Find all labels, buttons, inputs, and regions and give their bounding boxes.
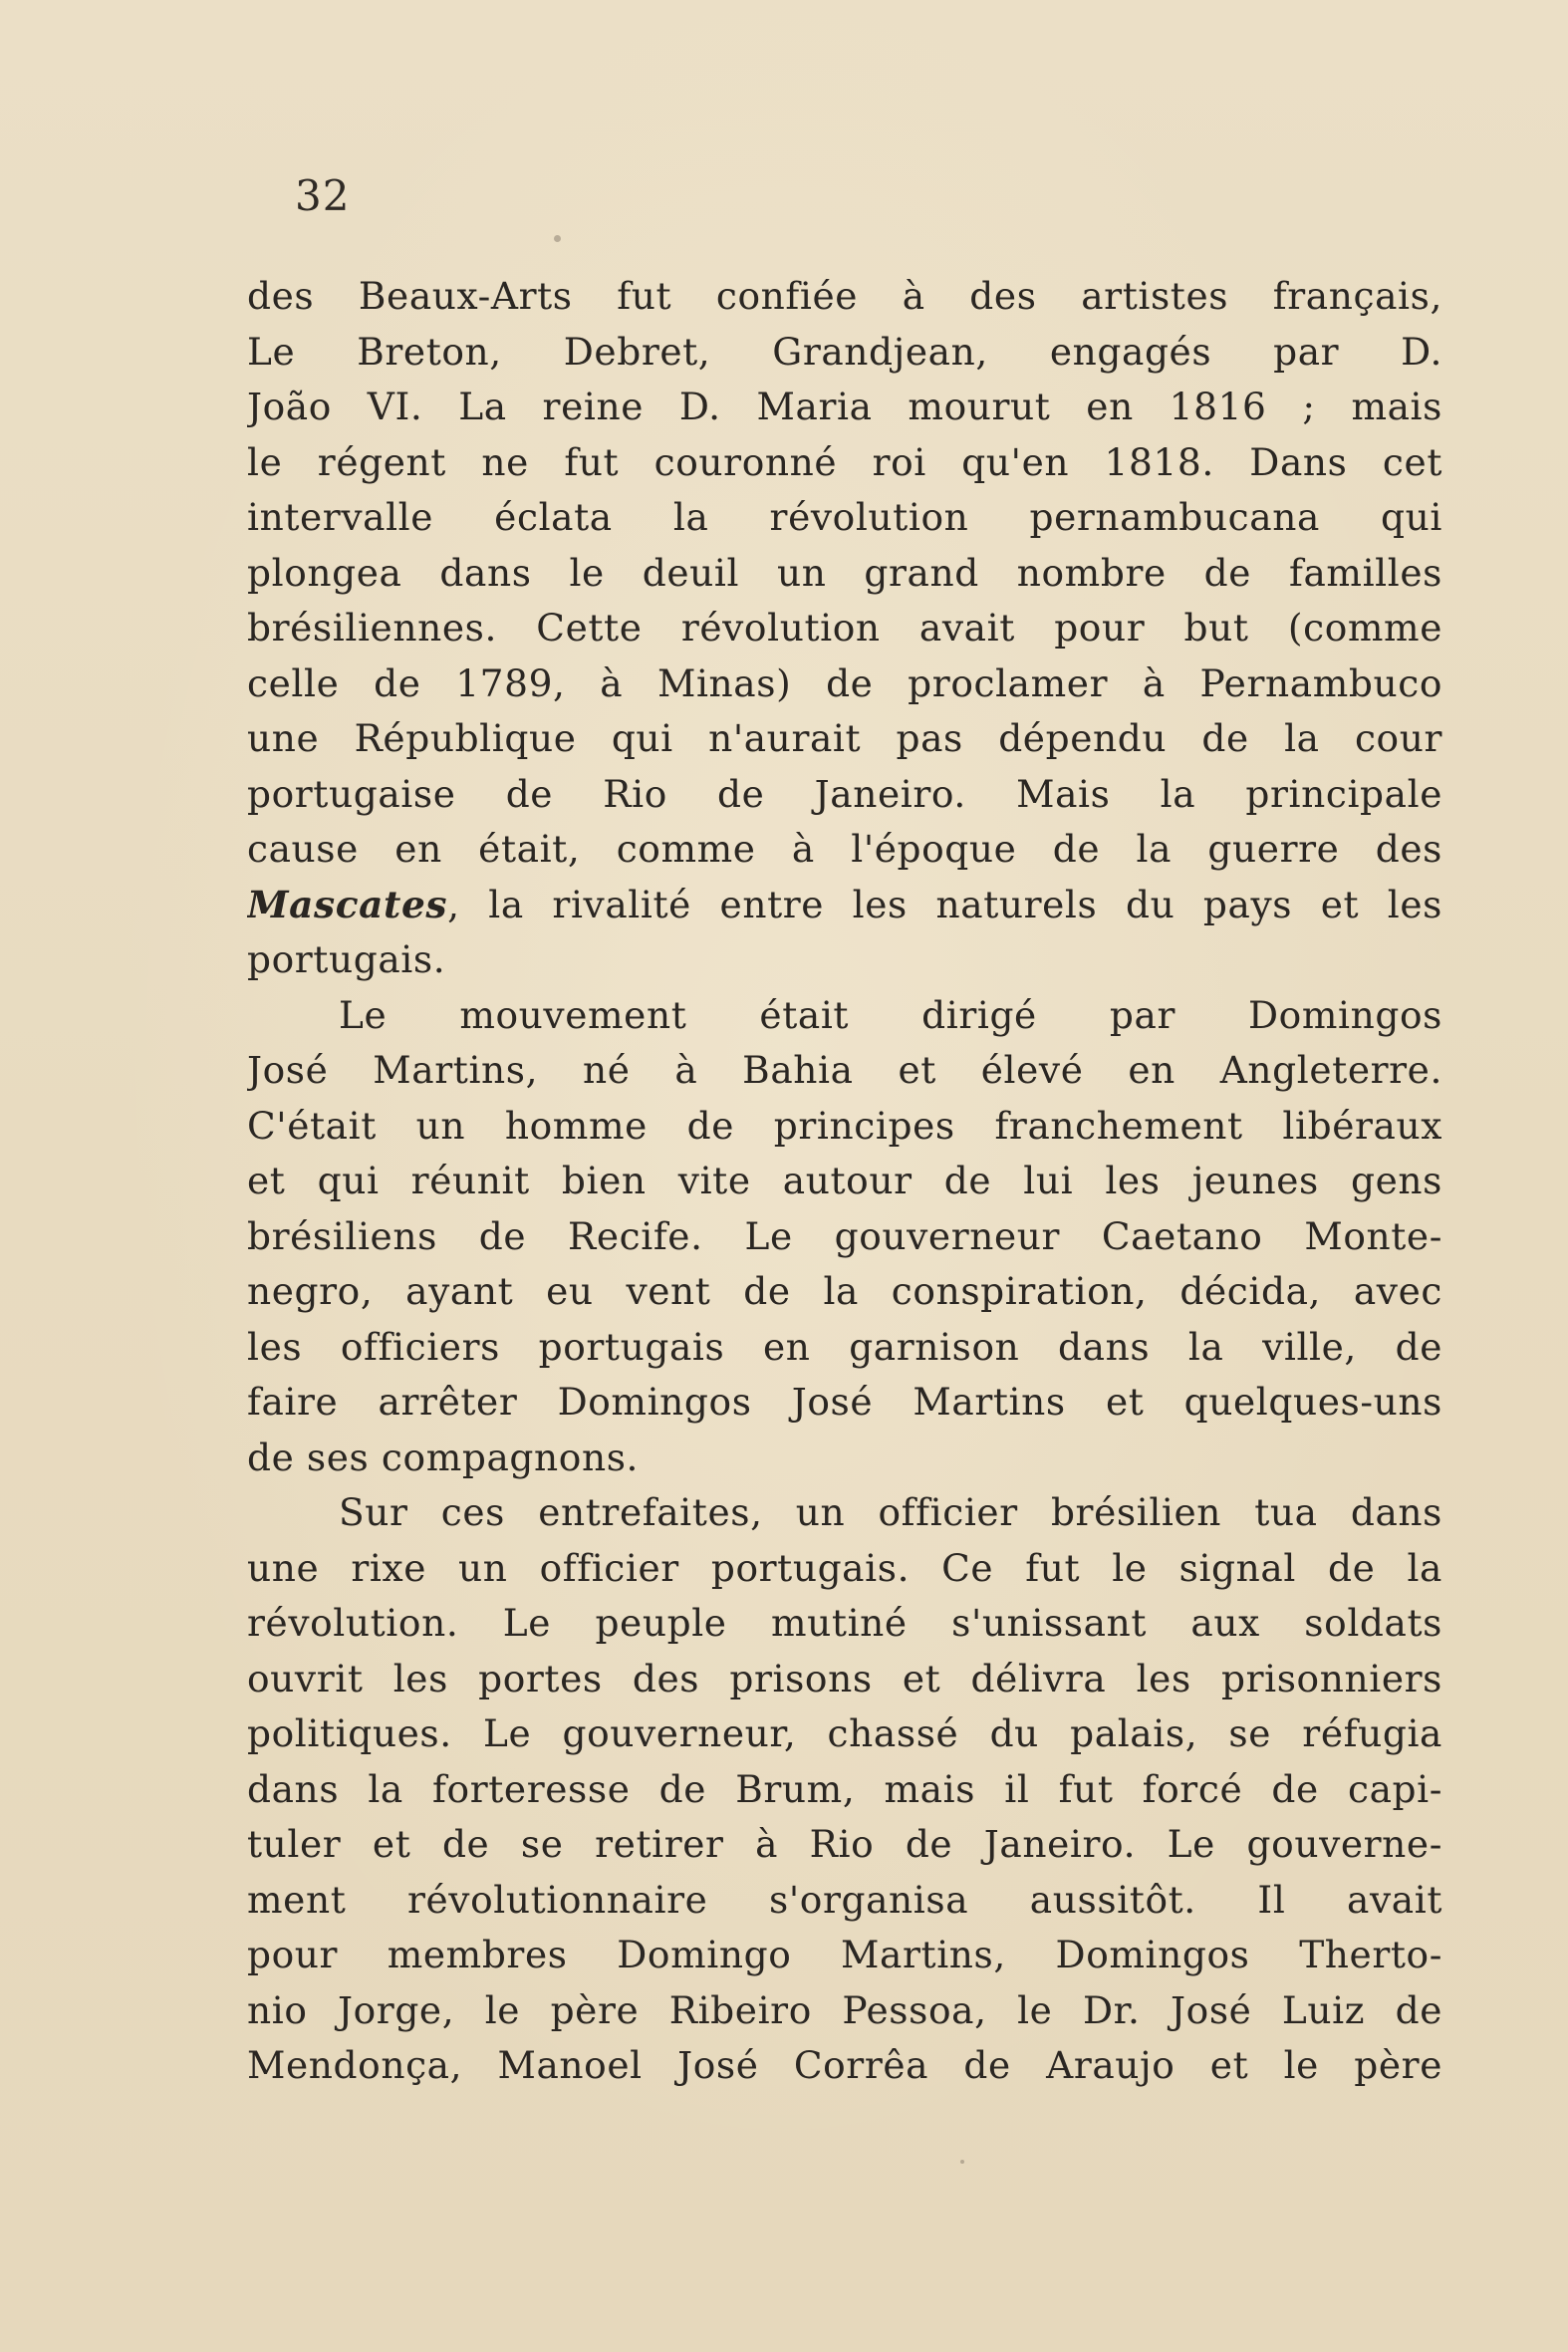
text-line: plongea dans le deuil un grand nombre de familles: [247, 550, 1442, 595]
text-line: de ses compagnons.: [247, 1435, 640, 1479]
text-line: dans la forteresse de Brum, mais il fut forcé de capi-: [247, 1766, 1442, 1811]
text-line: le régent ne fut couronné roi qu'en 1818. Dans cet: [247, 439, 1442, 484]
text-line: José Martins, né à Bahia et élevé en Angleterre.: [247, 1048, 1442, 1092]
body-text: [247, 269, 1442, 2094]
text-line: intervalle éclata la révolution pernambucana qui: [247, 495, 1442, 539]
ink-speck: [554, 235, 561, 242]
text-line: negro, ayant eu vent de la conspiration, décida, avec: [247, 1269, 1442, 1313]
text-line: une rixe un officier portugais. Ce fut le signal de la: [247, 1545, 1442, 1590]
text-line: des Beaux-Arts fut confiée à des artistes français,: [247, 274, 1442, 318]
text-line: C'était un homme de principes franchement libéraux: [247, 1103, 1442, 1148]
text-line: politiques. Le gouverneur, chassé du palais, se réfugia: [247, 1711, 1442, 1755]
line-text: , la rivalité entre les naturels du pays et les: [447, 882, 1442, 926]
text-line: faire arrêter Domingos José Martins et quelques-uns: [247, 1380, 1442, 1424]
text-line: portugais.: [247, 937, 446, 981]
text-line: ment révolutionnaire s'organisa aussitôt. Il avait: [247, 1877, 1442, 1922]
text-line: pour membres Domingo Martins, Domingos Therto-: [247, 1933, 1442, 1976]
text-line: Le Breton, Debret, Grandjean, engagés par D.: [247, 329, 1442, 374]
ink-speck: [960, 2160, 964, 2164]
text-line: brésiliens de Recife. Le gouverneur Caetano Monte-: [247, 1213, 1442, 1258]
text-line: brésiliennes. Cette révolution avait pour but (comme: [247, 606, 1442, 650]
text-line: [247, 878, 1442, 933]
italic-term: Mascates: [247, 882, 448, 926]
text-line: ouvrit les portes des prisons et délivra les prisonniers: [247, 1656, 1442, 1700]
text-line: révolution. Le peuple mutiné s'unissant aux soldats: [247, 1601, 1442, 1645]
text-line: et qui réunit bien vite autour de lui les jeunes gens: [247, 1159, 1442, 1202]
page-number: 32: [295, 171, 351, 220]
text-line: nio Jorge, le père Ribeiro Pessoa, le Dr. José Luiz de: [247, 1987, 1442, 2032]
text-line: portugaise de Rio de Janeiro. Mais la principale: [247, 771, 1442, 816]
text-line: une République qui n'aurait pas dépendu de la cour: [247, 716, 1442, 760]
text-line: les officiers portugais en garnison dans la ville, de: [247, 1324, 1442, 1369]
text-line: Sur ces entrefaites, un officier brésilien tua dans: [339, 1490, 1442, 1534]
text-line: tuler et de se retirer à Rio de Janeiro. Le gouverne-: [247, 1822, 1442, 1866]
text-line: Mendonça, Manoel José Corrêa de Araujo et le père: [247, 2043, 1442, 2087]
text-line: celle de 1789, à Minas) de proclamer à Pernambuco: [247, 660, 1442, 705]
text-line: cause en était, comme à l'époque de la guerre des: [247, 827, 1442, 871]
text-line: João VI. La reine D. Maria mourut en 1816 ; mais: [247, 385, 1442, 428]
text-line: Le mouvement était dirigé par Domingos: [339, 992, 1442, 1037]
